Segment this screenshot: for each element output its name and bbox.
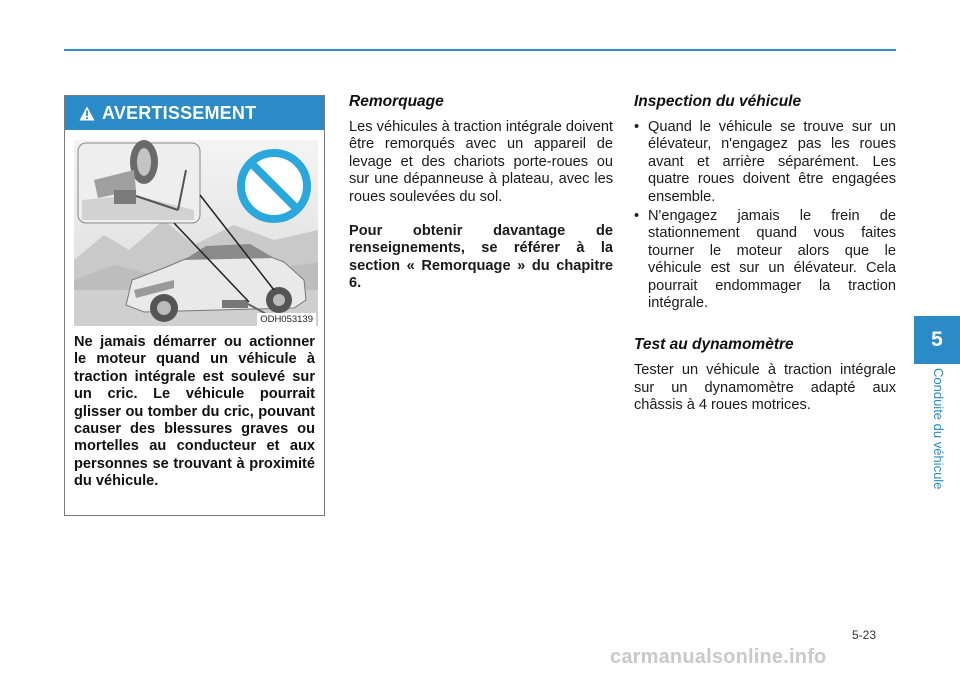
- inspection-bullet-2: N'engagez jamais le frein de stationnement quand vous faites tourner le moteur alors que le véhicule est sur un élévateur. Cela pourrait endommager la traction intégrale.: [648, 208, 896, 312]
- bullet-icon: •: [634, 208, 640, 225]
- inspection-heading: Inspection du véhicule: [634, 93, 802, 110]
- warning-icon: [79, 106, 95, 121]
- bullet-icon: •: [634, 119, 640, 135]
- dyno-heading: Test au dynamomètre: [634, 336, 794, 354]
- list-item: [634, 119, 896, 206]
- car-on-jack-illustration: [74, 140, 318, 326]
- chapter-number: 5: [931, 328, 943, 351]
- inspection-bullet-1: Quand le véhicule se trouve sur un élévateur, n'engagez pas les roues avant et arrière séparément. Les quatre roues doivent être engagées ensemble.: [648, 119, 896, 205]
- chapter-title-text: Conduite du véhicule: [931, 368, 946, 490]
- chapter-tab: [914, 316, 960, 364]
- warning-header: [65, 96, 324, 130]
- warning-text: Ne jamais démarrer ou actionner le moteur quand un véhicule à traction intégrale est soulevé sur un cric. Le véhicule pourrait glisser ou tomber du cric, pouvant causer des blessures graves ou mortelles au conducteur et aux personnes se trouvant à proximité du véhicule.: [74, 334, 315, 490]
- list-item: [634, 208, 896, 312]
- chapter-title: [922, 368, 946, 508]
- inspection-list: [634, 119, 896, 312]
- towing-body: Les véhicules à traction intégrale doivent être remorqués avec un appareil de levage et des chariots porte-roues ou sur une dépanneuse à plateau, avec les roues soulevées du sol.: [349, 119, 613, 205]
- figure-code: ODH053139: [257, 313, 316, 326]
- dyno-body: Tester un véhicule à traction intégrale sur un dynamomètre adapté aux châssis à 4 roues motrices.: [634, 362, 896, 414]
- towing-note: Pour obtenir davantage de renseignements, se référer à la section « Remorquage » du chapitre 6.: [349, 223, 613, 292]
- towing-section: [349, 93, 613, 293]
- header-rule: [64, 49, 896, 51]
- warning-title: AVERTISSEMENT: [102, 102, 257, 123]
- towing-heading: Remorquage: [349, 93, 444, 110]
- warning-box: [64, 95, 325, 516]
- page-number: 5-23: [852, 628, 877, 642]
- warning-illustration: [74, 140, 318, 326]
- inspection-section: [634, 93, 896, 415]
- watermark: carmanualsonline.info: [610, 646, 827, 668]
